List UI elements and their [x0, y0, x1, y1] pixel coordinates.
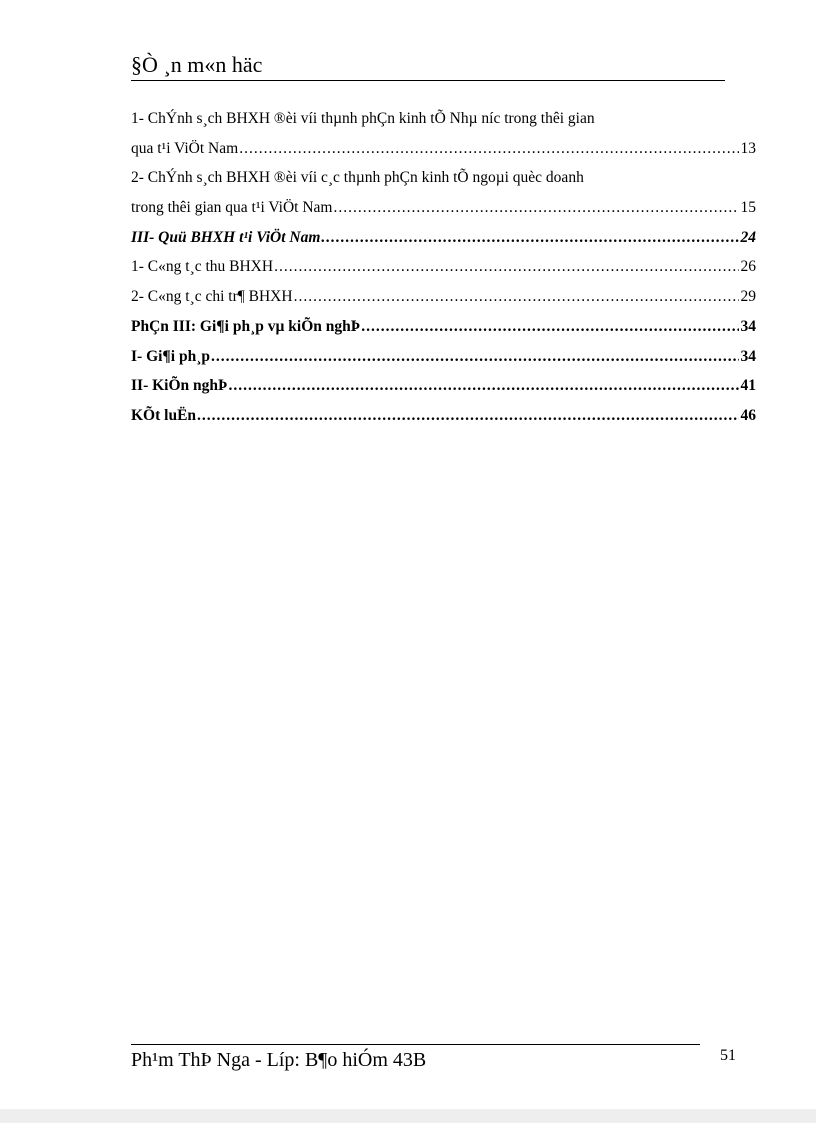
toc-page-number: 13 — [740, 139, 756, 157]
toc-entry-text: I- Gi¶i ph¸p — [131, 347, 211, 365]
toc-entry-text-line1: 2- ChÝnh s¸ch BHXH ®èi víi c¸c thµnh phÇn kinh tÕ ngoµi quèc doanh — [131, 169, 584, 187]
table-of-contents — [131, 104, 756, 431]
leader-dots — [239, 134, 738, 164]
toc-entry-text: trong thêi gian qua t¹i ViÖt Nam — [131, 199, 333, 217]
footer-divider — [131, 1044, 700, 1045]
leader-dots — [361, 312, 738, 342]
toc-entry-text: 2- C«ng t¸c chi tr¶ BHXH — [131, 288, 293, 306]
page-number: 51 — [720, 1047, 736, 1064]
toc-entry-text: III- Quü BHXH t¹i ViÖt Nam — [131, 228, 321, 246]
leader-dots — [294, 282, 739, 312]
toc-entry-1[interactable] — [131, 134, 756, 164]
toc-entry-text-line1: 1- ChÝnh s¸ch BHXH ®èi víi thµnh phÇn kinh tÕ Nhµ níc trong thêi gian — [131, 110, 595, 127]
toc-entry-2[interactable] — [131, 193, 756, 223]
toc-page-number: 24 — [740, 228, 756, 246]
toc-entry-9[interactable] — [131, 401, 756, 431]
toc-page-number: 15 — [740, 199, 756, 217]
toc-entry-text: II- KiÕn nghÞ — [131, 377, 228, 395]
leader-dots — [228, 371, 738, 401]
toc-entry-8[interactable] — [131, 371, 756, 401]
leader-dots — [211, 342, 738, 372]
leader-dots — [333, 193, 738, 223]
toc-entry-5[interactable] — [131, 282, 756, 312]
header-title: §Ò ¸n m«n häc — [131, 52, 263, 77]
toc-entry-text: PhÇn III: Gi¶i ph¸p vµ kiÕn nghÞ — [131, 317, 361, 335]
page-bottom-edge — [0, 1109, 816, 1123]
toc-page-number: 41 — [740, 377, 756, 395]
toc-entry-1-line1 — [131, 104, 756, 134]
toc-entry-text: 1- C«ng t¸c thu BHXH — [131, 258, 274, 276]
leader-dots — [321, 223, 738, 253]
toc-page-number: 46 — [740, 406, 756, 424]
toc-page-number: 34 — [740, 317, 756, 335]
toc-page-number: 29 — [740, 288, 756, 306]
toc-entry-text: KÕt luËn — [131, 406, 197, 424]
toc-entry-3[interactable] — [131, 223, 756, 253]
toc-entry-7[interactable] — [131, 342, 756, 372]
leader-dots — [274, 252, 738, 282]
toc-entry-text: qua t¹i ViÖt Nam — [131, 139, 239, 157]
toc-entry-2-line1 — [131, 163, 756, 193]
footer-author-class: Ph¹m ThÞ Nga - Líp: B¶o hiÓm 43B — [131, 1049, 427, 1071]
toc-page-number: 34 — [740, 347, 756, 365]
leader-dots — [197, 401, 738, 431]
toc-entry-6[interactable] — [131, 312, 756, 342]
toc-page-number: 26 — [740, 258, 756, 276]
page-header — [131, 52, 725, 81]
toc-entry-4[interactable] — [131, 252, 756, 282]
